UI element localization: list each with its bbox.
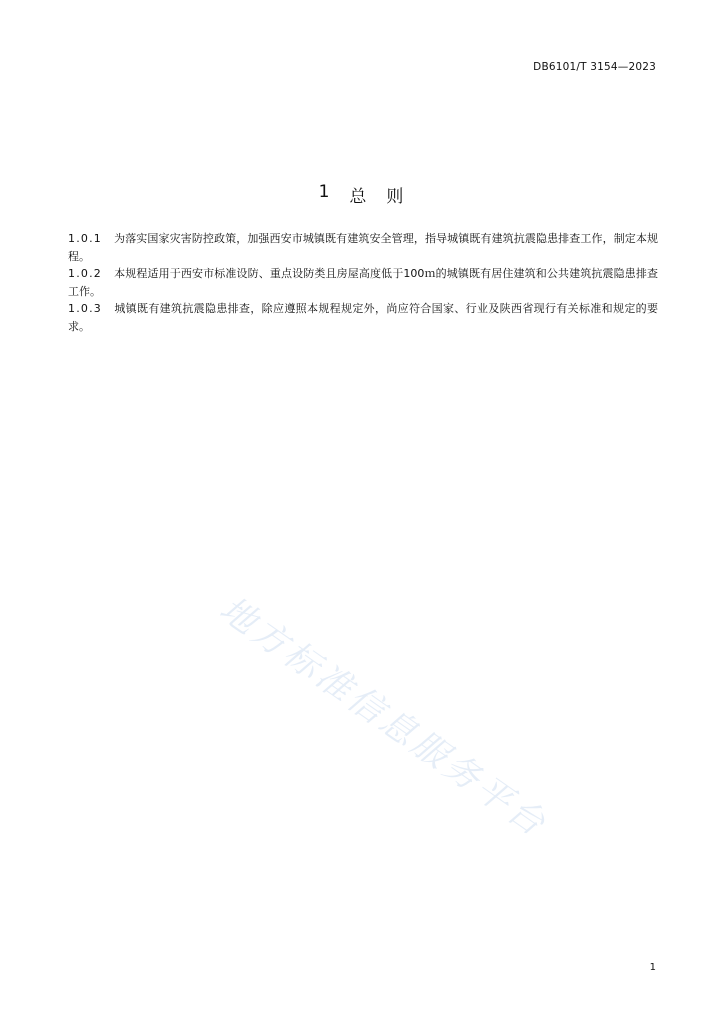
clause-number: 1.0.2	[68, 267, 102, 280]
watermark: 地方标准信息服务平台	[212, 589, 555, 846]
clause-text: 为落实国家灾害防控政策，加强西安市城镇既有建筑安全管理，指导城镇既有建筑抗震隐患排查工作，制定本规程。	[68, 232, 658, 263]
clause-1-0-2	[68, 265, 658, 300]
chapter-number: 1	[318, 182, 332, 202]
page-number: 1	[649, 962, 656, 973]
chapter-title-part-2: 则	[386, 187, 406, 207]
chapter-title-part-1: 总	[349, 187, 369, 207]
clause-number: 1.0.3	[68, 302, 102, 315]
clause-1-0-1	[68, 230, 658, 265]
clause-1-0-3	[68, 300, 658, 335]
clause-number: 1.0.1	[68, 232, 102, 245]
standard-number: DB6101/T 3154—2023	[533, 61, 656, 73]
chapter-title	[0, 182, 724, 207]
chapter-body	[68, 230, 658, 335]
clause-text: 本规程适用于西安市标准设防、重点设防类且房屋高度低于100ｍ的城镇既有居住建筑和公共建筑抗震隐患排查工作。	[68, 267, 658, 298]
clause-text: 城镇既有建筑抗震隐患排查，除应遵照本规程规定外，尚应符合国家、行业及陕西省现行有关标准和规定的要求。	[68, 302, 658, 333]
